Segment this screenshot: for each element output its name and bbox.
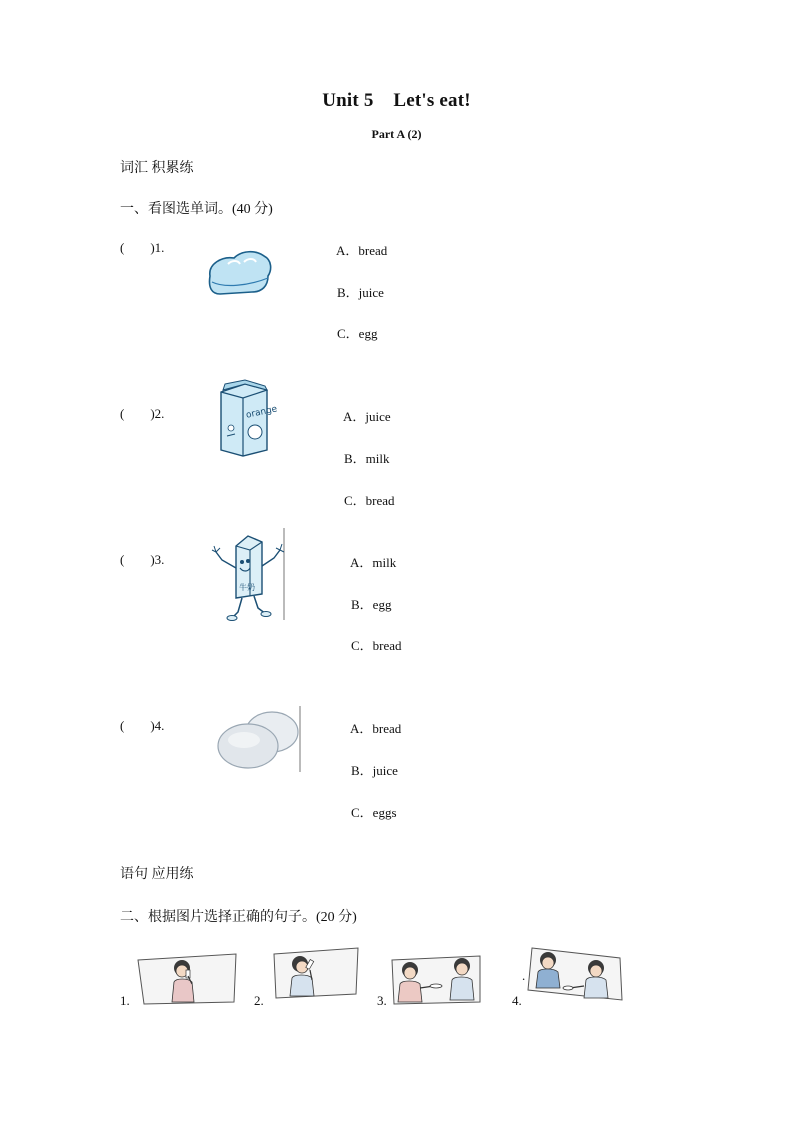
picture-label-1: 1.: [120, 993, 130, 1008]
girl-drinking-icon: [136, 950, 240, 1006]
question-number-2: ( )2.: [120, 406, 165, 421]
option-3b: B．egg: [351, 597, 392, 612]
option-4c: C．eggs: [351, 805, 397, 820]
carton-text: orange: [245, 404, 279, 421]
picture-label-4: 4.: [512, 993, 522, 1008]
section-instruction-2: 二、根据图片选择正确的句子。(20 分): [120, 910, 357, 925]
section-heading-sentences: 语句 应用练: [120, 867, 194, 882]
option-2c: C．bread: [344, 493, 395, 508]
picture-label-2: 2.: [254, 993, 264, 1008]
boys-sharing-food-icon: [526, 944, 626, 1004]
milk-carton-character-icon: [206, 528, 288, 622]
option-3c: C．bread: [351, 638, 402, 653]
page-subtitle: Part A (2): [371, 127, 422, 141]
question-number-3: ( )3.: [120, 552, 165, 567]
stray-dot: .: [522, 968, 526, 983]
option-1b: B．juice: [337, 285, 384, 300]
option-4a: A．bread: [350, 721, 402, 736]
section-instruction-1: 一、看图选单词。(40 分): [120, 202, 273, 217]
option-2a: A．juice: [343, 409, 391, 424]
page-title: Unit 5 Let's eat!: [322, 90, 471, 111]
orange-juice-carton-icon: [215, 380, 279, 458]
question-number-4: ( )4.: [120, 718, 165, 733]
option-4b: B．juice: [351, 763, 398, 778]
eggs-icon: [214, 706, 302, 774]
section-heading-vocabulary: 词汇 积累练: [120, 161, 194, 176]
option-1a: A．bread: [336, 243, 388, 258]
bread-icon: [204, 246, 274, 298]
boy-drinking-icon: [270, 946, 362, 1002]
option-2b: B．milk: [344, 451, 390, 466]
girl-offering-food-icon: [388, 950, 484, 1006]
option-1c: C．egg: [337, 326, 378, 341]
carton-text-3: 牛奶: [239, 583, 255, 592]
question-number-1: ( )1.: [120, 240, 165, 255]
picture-label-3: 3.: [377, 993, 387, 1008]
option-3a: A．milk: [350, 555, 397, 570]
